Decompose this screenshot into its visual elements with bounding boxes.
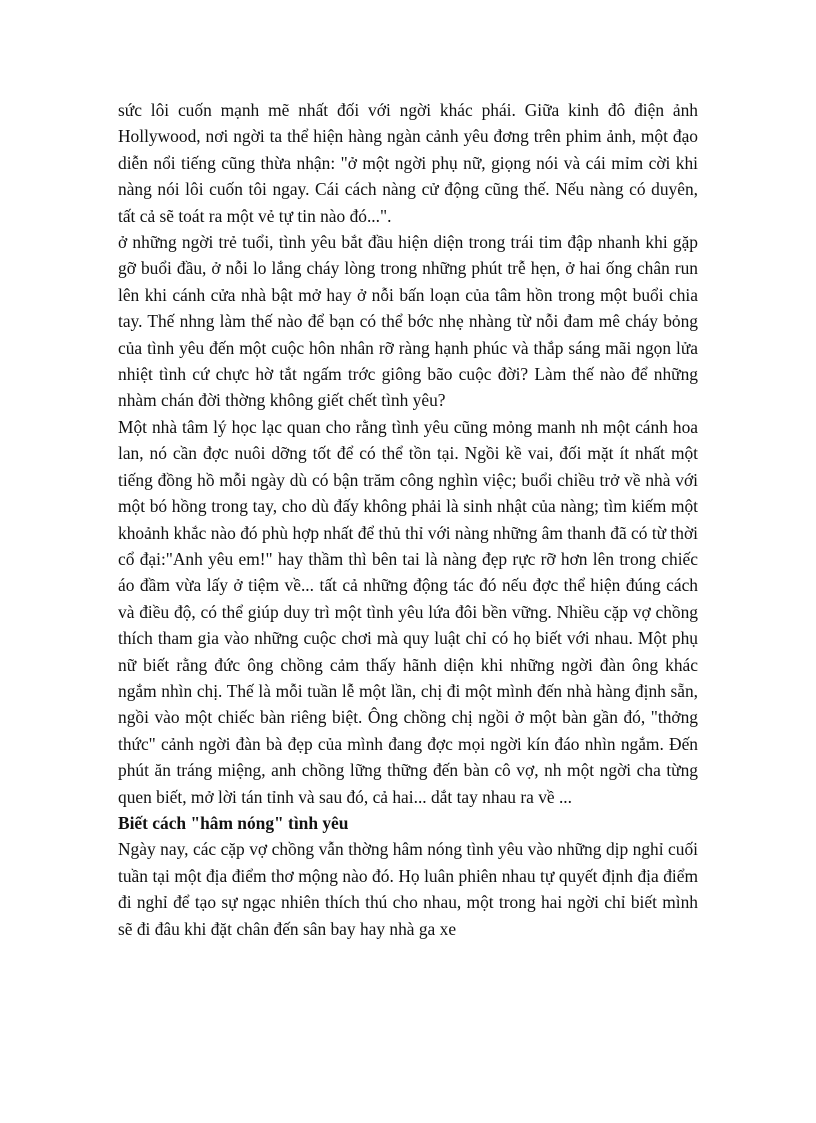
paragraph-3: Một nhà tâm lý học lạc quan cho rằng tình yêu cũng mỏng manh nh một cánh hoa lan, nó cần đợc nuôi dỡng tốt để có thể tồn tại. Ngồi kề vai, đối mặt ít nhất một tiếng đồng hồ mỗi ngày dù có bận trăm công nghìn việc; buổi chiều trở về nhà với một bó hồng trong tay, cho dù đấy không phải là sinh nhật của nàng; tìm kiếm một khoảnh khắc nào đó phù hợp nhất để thủ thỉ với nàng những âm thanh đã có từ thời cổ đại:"Anh yêu em!" hay thầm thì bên tai là nàng đẹp rực rỡ hơn lên trong chiếc áo đầm vừa lấy ở tiệm về... tất cả những động tác đó nếu đợc thể hiện đúng cách và điều độ, có thể giúp duy trì một tình yêu lứa đôi bền vững. Nhiều cặp vợ chồng thích tham gia vào những cuộc chơi mà quy luật chỉ có họ biết với nhau. Một phụ nữ biết rằng đức ông chồng cảm thấy hãnh diện khi những ngời đàn ông khác ngắm nhìn chị. Thế là mỗi tuần lễ một lần, chị đi một mình đến nhà hàng định sẵn, ngồi vào một chiếc bàn riêng biệt. Ông chồng chị ngồi ở một bàn gần đó, "thởng thức" cảnh ngời đàn bà đẹp của mình đang đợc mọi ngời kín đáo nhìn ngắm. Đến phút ăn tráng miệng, anh chồng lững thững đến bàn cô vợ, nh một ngời cha từng quen biết, mở lời tán tỉnh và sau đó, cả hai... dắt tay nhau ra về ... — [118, 416, 698, 807]
section-heading: Biết cách "hâm nóng" tình yêu — [118, 812, 349, 833]
document-page — [118, 97, 698, 942]
paragraph-1: sức lôi cuốn mạnh mẽ nhất đối với ngời khác phái. Giữa kinh đô điện ảnh Hollywood, nơi ngời ta thể hiện hàng ngàn cảnh yêu đơng trên phim ảnh, một đạo diễn nổi tiếng cũng thừa nhận: "ở một ngời phụ nữ, giọng nói và cái mỉm cời khi nàng nói lôi cuốn tôi ngay. Cái cách nàng cử động cũng thế. Nếu nàng có duyên, tất cả sẽ toát ra một vẻ tự tin nào đó...". — [118, 100, 698, 226]
paragraph-2: ở những ngời trẻ tuổi, tình yêu bắt đầu hiện diện trong trái tim đập nhanh khi gặp gỡ buổi đầu, ở nỗi lo lắng cháy lòng trong những phút trễ hẹn, ở hai ống chân run lên khi cánh cửa nhà bật mở hay ở nỗi bấn loạn của tâm hồn trong một buổi chia tay. Thế nhng làm thế nào để bạn có thể bớc nhẹ nhàng từ nỗi đam mê cháy bỏng của tình yêu đến một cuộc hôn nhân rỡ ràng hạnh phúc và thắp sáng mãi ngọn lửa nhiệt tình cứ chực hờ tắt ngấm trớc giông bão cuộc đời? Làm thế nào để những nhàm chán đời thờng không giết chết tình yêu? — [118, 232, 698, 411]
paragraph-4: Ngày nay, các cặp vợ chồng vẫn thờng hâm nóng tình yêu vào những dịp nghỉ cuối tuần tại một địa điểm thơ mộng nào đó. Họ luân phiên nhau tự quyết định địa điểm đi nghỉ để tạo sự ngạc nhiên thích thú cho nhau, một trong hai ngời chỉ biết mình sẽ đi đâu khi đặt chân đến sân bay hay nhà ga xe — [118, 839, 698, 939]
